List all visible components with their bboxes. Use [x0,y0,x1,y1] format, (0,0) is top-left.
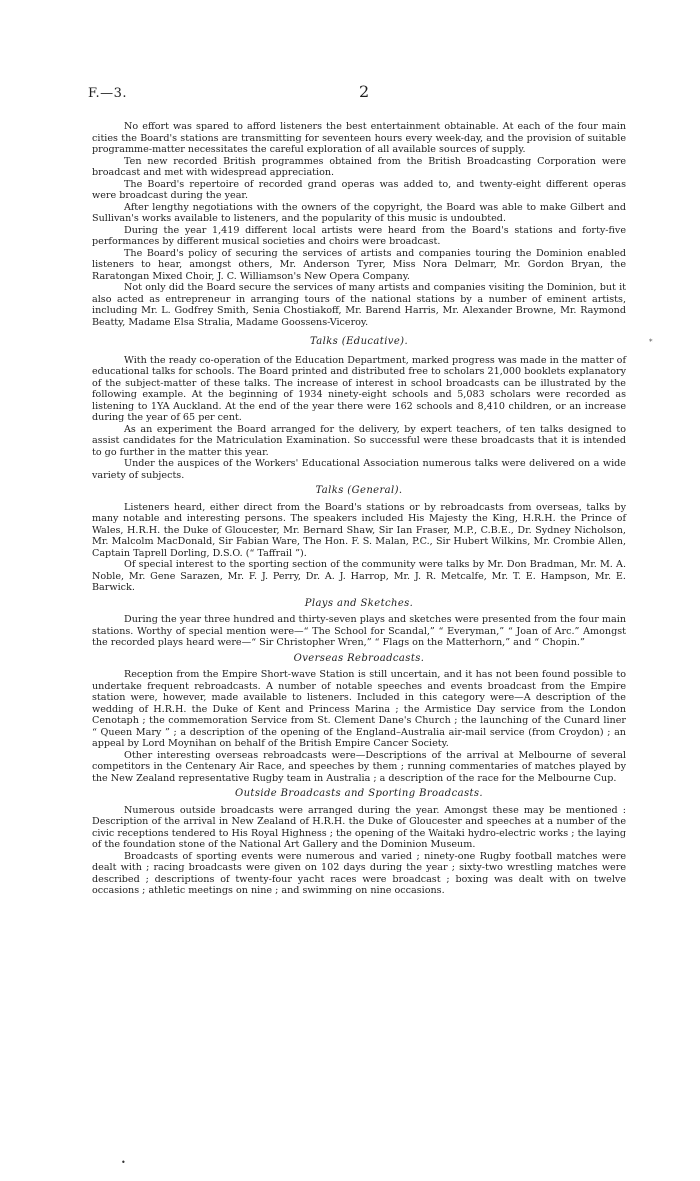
margin-mark-bottom: • [121,1158,126,1167]
paragraph-educational-talks: With the ready co-operation of the Education Department, marked progress was made in the matter of educational talks for schools. The Board printed and distributed free to scholars 21,000 booklets explanatory of the subject-matter of these talks. The increase of interest in school broadcasts can be illustrated by the following example. At the beginning of 1934 ninety-eight schools and 5,083 scholars were recorded as listening to 1YA Auckland. At the end of the year there were 162 schools and 8,410 children, or an increase during the year of 65 per cent. [92,354,626,423]
heading-overseas-rebroadcasts: Overseas Rebroadcasts. [293,652,425,664]
paragraph-local-artists: During the year 1,419 different local artists were heard from the Board's stations and forty-five performances by different musical societies and choirs were broadcast. [92,224,626,247]
paragraph-empire-station: Reception from the Empire Short-wave Station is still uncertain, and it has not been found possible to undertake frequent rebroadcasts. A number of notable speeches and events broadcast from the Empire station were, however, made available to listeners. Included in this category were—A description of the wedding of H.R.H. the Duke of Kent and Princess Marina ; the Armistice Day service from the London Cenotaph ; the commemoration Service from St. Clement Dane's Church ; the launching of the Cunard liner “ Queen Mary ” ; a description of the opening of the England–Australia air-mail service (from Croydon) ; an appeal by Lord Moynihan on behalf of the British Empire Cancer Society. [92,669,626,749]
margin-mark: * [649,338,653,346]
heading-plays-sketches: Plays and Sketches. [304,597,414,609]
paragraph-gilbert-sullivan: After lengthy negotiations with the owners of the copyright, the Board was able to make Gilbert and Sullivan's works available to listeners, and the popularity of this music is undoubted. [92,201,626,224]
paragraph-sporting-talks: Of special interest to the sporting section of the community were talks by Mr. Don Bradman, Mr. M. A. Noble, Mr. Gene Sarazen, Mr. F. J. Perry, Dr. A. J. Harrop, Mr. J. R. Metcalfe, Mr. T. E. Hampson, Mr. E. Barwick. [92,559,626,593]
paragraph-grand-operas: The Board's repertoire of recorded grand operas was added to, and twenty-eight different operas were broadcast during the year. [92,178,626,201]
paragraph-other-rebroadcasts: Other interesting overseas rebroadcasts were—Descriptions of the arrival at Melbourne of several competitors in the Centenary Air Race, and speeches by them ; running commentaries of matches played by the New Zealand representative Rugby team in Australia ; a description of the race for the Melbourne Cup. [92,749,626,784]
paragraph-workers-association: Under the auspices of the Workers' Educational Association numerous talks were delivered on a wide variety of subjects. [92,458,626,481]
paragraph-plays: During the year three hundred and thirty-seven plays and sketches were presented from the four main stations. Worthy of special mention were—“ The School for Scandal,” “ Everyman,” “ Joan of Arc.” Amongst the recorded plays heard were—“ Sir Christopher Wren,” “ Flags on the Matterhorn,” and “ Chopin.” [92,614,626,648]
page-number: 2 [359,82,370,101]
heading-outside-broadcasts: Outside Broadcasts and Sporting Broadcasts. [234,788,484,799]
paragraph-entrepreneur: Not only did the Board secure the services of many artists and companies visiting the Dominion, but it also acted as entrepreneur in arranging tours of the national stations by a number of eminent artists, including Mr. L. Godfrey Smith, Senia Chostiakoff, Mr. Barend Harris, Mr. Alexander Browne, Mr. Raymond Beatty, Madame Elsa Stralia, Madame Goossens-Viceroy. [92,282,626,328]
paragraph-sporting-events: Broadcasts of sporting events were numerous and varied ; ninety-one Rugby football matches were dealt with ; racing broadcasts were given on 102 days during the year ; sixty-two wrestling matches were described ; descriptions of twenty-four yacht races were broadcast ; boxing was dealt with on twelve occasions ; athletic meetings on nine ; and swimming on nine occasions. [92,850,626,896]
heading-talks-educative: Talks (Educative). [309,336,409,347]
heading-talks-general: Talks (General). [315,485,403,496]
page-identifier: F.—3. [88,86,128,101]
paragraph-entertainment: No effort was spared to afford listeners the best entertainment obtainable. At each of the four main cities the Board's stations are transmitting for seventeen hours every week-day, and the provision of suitable programme-matter necessitates the careful exploration of all available sources of supply. [92,121,626,155]
document-body [92,121,626,897]
paragraph-touring-artists: The Board's policy of securing the services of artists and companies touring the Dominion enabled listeners to hear, amongst others, Mr. Anderson Tyrer, Miss Nora Delmarr, Mr. Gordon Bryan, the Raratongan Mixed Choir, J. C. Williamson's New Opera Company. [92,247,626,282]
paragraph-matriculation: As an experiment the Board arranged for the delivery, by expert teachers, of ten talks designed to assist candidates for the Matriculation Examination. So successful were these broadcasts that it is intended to go further in the matter this year. [92,423,626,458]
paragraph-outside-broadcasts: Numerous outside broadcasts were arranged during the year. Amongst these may be mentioned : Description of the arrival in New Zealand of H.R.H. the Duke of Gloucester and speeches at a number of the civic receptions tendered to His Royal Highness ; the opening of the Waitaki hydro-electric works ; the laying of the foundation stone of the National Art Gallery and the Dominion Museum. [92,804,626,850]
paragraph-notable-speakers: Listeners heard, either direct from the Board's stations or by rebroadcasts from overseas, talks by many notable and interesting persons. The speakers included His Majesty the King, H.R.H. the Prince of Wales, H.R.H. the Duke of Gloucester, Mr. Bernard Shaw, Sir Ian Fraser, M.P., C.B.E., Dr. Sydney Nicholson, Mr. Malcolm MacDonald, Sir Fabian Ware, The Hon. F. S. Malan, P.C., Sir Hubert Wilkins, Mr. Crombie Allen, Captain Taprell Dorling, D.S.O. (“ Taffrail ”). [92,501,626,559]
paragraph-bbc-programmes: Ten new recorded British programmes obtained from the British Broadcasting Corporation were broadcast and met with widespread appreciation. [92,155,626,178]
